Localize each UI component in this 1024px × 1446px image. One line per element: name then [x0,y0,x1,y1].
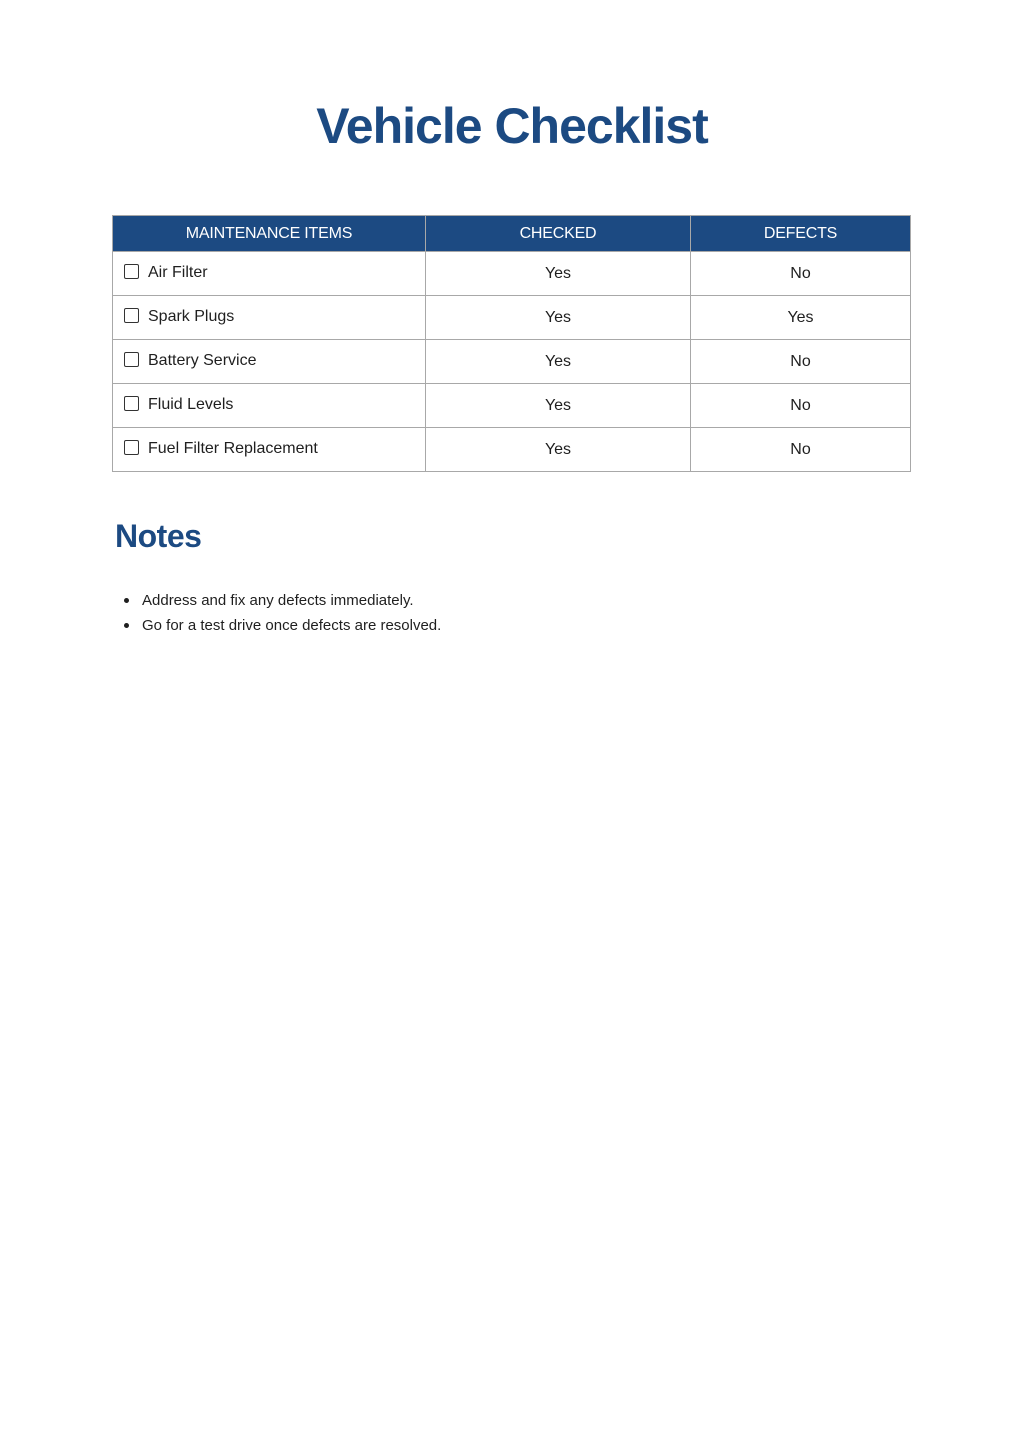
notes-heading: Notes [115,518,202,554]
defects-cell: No [691,384,911,428]
item-checkbox[interactable] [124,440,139,455]
item-cell [113,296,426,340]
note-text: Address and fix any defects immediately. [142,592,414,609]
bullet-icon [124,623,129,628]
table-row [113,252,911,296]
item-cell [113,340,426,384]
bullet-icon [124,598,129,603]
defects-cell: No [691,340,911,384]
item-label: Fluid Levels [148,396,234,414]
item-cell [113,252,426,296]
defects-cell: No [691,252,911,296]
defects-cell: Yes [691,296,911,340]
item-checkbox[interactable] [124,264,139,279]
item-checkbox[interactable] [124,352,139,367]
item-label: Spark Plugs [148,308,235,326]
item-cell [113,384,426,428]
item-label: Fuel Filter Replacement [148,440,318,458]
item-cell [113,428,426,472]
defects-cell: No [691,428,911,472]
table-header-row [113,216,911,252]
table-row [113,340,911,384]
list-item [142,613,441,638]
item-label: Battery Service [148,352,257,370]
header-checked: CHECKED [426,216,691,252]
checked-cell: Yes [426,252,691,296]
list-item [142,588,441,613]
table-row [113,428,911,472]
checked-cell: Yes [426,384,691,428]
header-defects: DEFECTS [691,216,911,252]
page-title: Vehicle Checklist [316,98,708,154]
notes-list [142,588,441,638]
item-checkbox[interactable] [124,396,139,411]
header-maintenance-items: MAINTENANCE ITEMS [113,216,426,252]
checklist-table [112,215,911,472]
table-row [113,296,911,340]
item-checkbox[interactable] [124,308,139,323]
note-text: Go for a test drive once defects are resolved. [142,617,442,634]
checked-cell: Yes [426,296,691,340]
table-row [113,384,911,428]
checked-cell: Yes [426,428,691,472]
checked-cell: Yes [426,340,691,384]
item-label: Air Filter [148,264,208,282]
